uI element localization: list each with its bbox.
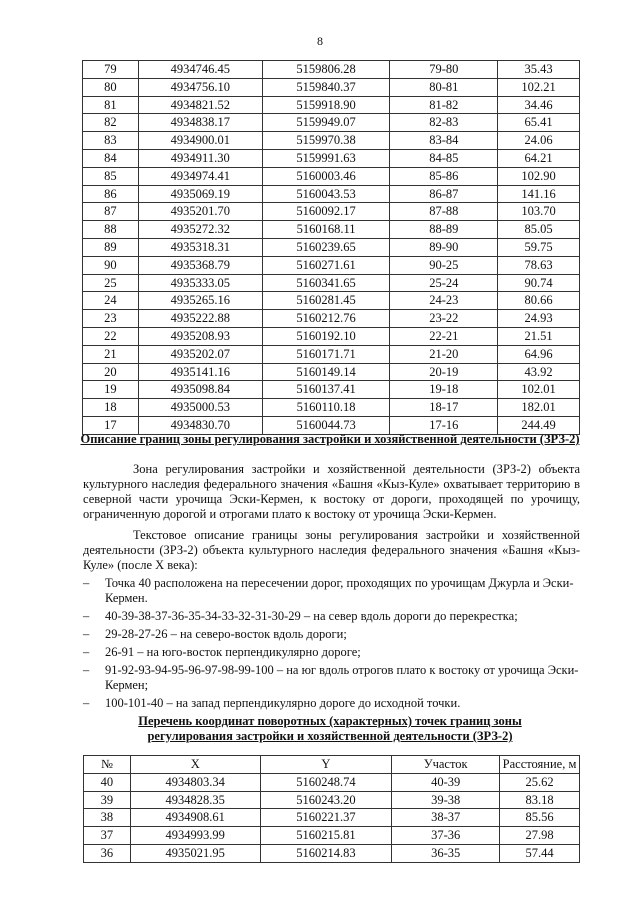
cell-number: 87 <box>83 203 139 221</box>
cell-segment: 17-16 <box>390 416 498 434</box>
cell-y: 5160239.65 <box>262 238 390 256</box>
cell-number: 85 <box>83 167 139 185</box>
cell-y: 5160243.20 <box>260 791 392 809</box>
cell-x: 4935021.95 <box>130 844 260 862</box>
cell-segment: 39-38 <box>392 791 500 809</box>
cell-number: 19 <box>83 381 139 399</box>
cell-x: 4934908.61 <box>130 809 260 827</box>
cell-x: 4934830.70 <box>138 416 262 434</box>
table-header-row <box>84 756 580 774</box>
header-distance: Расстояние, м <box>500 756 580 774</box>
table-row <box>83 114 580 132</box>
cell-number: 22 <box>83 327 139 345</box>
cell-number: 89 <box>83 238 139 256</box>
cell-number: 79 <box>83 61 139 79</box>
cell-y: 5160281.45 <box>262 292 390 310</box>
header-x: X <box>130 756 260 774</box>
cell-number: 81 <box>83 96 139 114</box>
cell-distance: 27.98 <box>500 827 580 845</box>
table-row <box>84 791 580 809</box>
cell-distance: 59.75 <box>498 238 580 256</box>
cell-number: 38 <box>84 809 131 827</box>
cell-x: 4934974.41 <box>138 167 262 185</box>
table-row <box>84 827 580 845</box>
cell-y: 5160044.73 <box>262 416 390 434</box>
table-row <box>83 132 580 150</box>
table-row <box>83 274 580 292</box>
table-row <box>83 221 580 239</box>
list-item: – 100-101-40 – на запад перпендикулярно дороге до исходной точки. <box>83 696 580 711</box>
paragraph-boundary-description <box>83 528 580 573</box>
paragraph-zone-description <box>83 462 580 522</box>
cell-x: 4934911.30 <box>138 149 262 167</box>
cell-x: 4935098.84 <box>138 381 262 399</box>
cell-segment: 22-21 <box>390 327 498 345</box>
cell-x: 4934900.01 <box>138 132 262 150</box>
cell-x: 4935208.93 <box>138 327 262 345</box>
paragraph-text: Текстовое описание границы зоны регулирования застройки и хозяйственной деятельности (ЗРЗ-2) объекта культурного наследия федерального значения «Башня «Кыз-Куле» (после X века): <box>83 528 580 572</box>
cell-distance: 64.21 <box>498 149 580 167</box>
table-row <box>83 292 580 310</box>
cell-number: 39 <box>84 791 131 809</box>
cell-x: 4935222.88 <box>138 310 262 328</box>
section-heading-coordinates-list: Перечень координат поворотных (характерных) точек границ зоны регулирования застройки и хозяйственной деятельности (ЗРЗ-2) <box>138 714 522 743</box>
cell-distance: 43.92 <box>498 363 580 381</box>
cell-number: 24 <box>83 292 139 310</box>
cell-distance: 65.41 <box>498 114 580 132</box>
cell-number: 18 <box>83 399 139 417</box>
cell-y: 5160092.17 <box>262 203 390 221</box>
cell-segment: 20-19 <box>390 363 498 381</box>
table-row <box>83 96 580 114</box>
cell-number: 90 <box>83 256 139 274</box>
cell-x: 4935272.32 <box>138 221 262 239</box>
cell-number: 88 <box>83 221 139 239</box>
table-row <box>84 809 580 827</box>
cell-x: 4934821.52 <box>138 96 262 114</box>
cell-number: 86 <box>83 185 139 203</box>
section-heading-zrz2-description: Описание границ зоны регулирования застройки и хозяйственной деятельности (ЗРЗ-2) <box>80 432 580 446</box>
cell-number: 82 <box>83 114 139 132</box>
table-row <box>83 399 580 417</box>
cell-segment: 36-35 <box>392 844 500 862</box>
table-row <box>83 345 580 363</box>
cell-distance: 244.49 <box>498 416 580 434</box>
cell-number: 83 <box>83 132 139 150</box>
cell-segment: 83-84 <box>390 132 498 150</box>
cell-number: 36 <box>84 844 131 862</box>
cell-segment: 25-24 <box>390 274 498 292</box>
page-number: 8 <box>317 34 323 48</box>
cell-number: 80 <box>83 78 139 96</box>
cell-distance: 141.16 <box>498 185 580 203</box>
table-row <box>83 381 580 399</box>
cell-x: 4935069.19 <box>138 185 262 203</box>
cell-segment: 79-80 <box>390 61 498 79</box>
cell-y: 5159991.63 <box>262 149 390 167</box>
cell-y: 5160271.61 <box>262 256 390 274</box>
list-item: – Точка 40 расположена на пересечении дорог, проходящих по урочищам Джурла и Эски-Кермен. <box>83 576 580 606</box>
cell-x: 4935141.16 <box>138 363 262 381</box>
cell-x: 4934828.35 <box>130 791 260 809</box>
cell-x: 4935265.16 <box>138 292 262 310</box>
cell-distance: 83.18 <box>500 791 580 809</box>
cell-segment: 85-86 <box>390 167 498 185</box>
cell-y: 5159970.38 <box>262 132 390 150</box>
cell-y: 5160214.83 <box>260 844 392 862</box>
cell-distance: 21.51 <box>498 327 580 345</box>
cell-y: 5160171.71 <box>262 345 390 363</box>
cell-distance: 78.63 <box>498 256 580 274</box>
cell-x: 4934838.17 <box>138 114 262 132</box>
header-segment: Участок <box>392 756 500 774</box>
table-row <box>83 149 580 167</box>
cell-y: 5159949.07 <box>262 114 390 132</box>
header-y: Y <box>260 756 392 774</box>
cell-distance: 25.62 <box>500 773 580 791</box>
list-item: – 40-39-38-37-36-35-34-33-32-31-30-29 – на север вдоль дороги до перекрестка; <box>83 609 580 624</box>
cell-distance: 24.93 <box>498 310 580 328</box>
cell-segment: 24-23 <box>390 292 498 310</box>
cell-segment: 21-20 <box>390 345 498 363</box>
cell-x: 4935318.31 <box>138 238 262 256</box>
table-row <box>84 773 580 791</box>
cell-distance: 85.05 <box>498 221 580 239</box>
paragraph-text: Зона регулирования застройки и хозяйственной деятельности (ЗРЗ-2) объекта культурного наследия федерального значения «Башня «Кыз-Куле» охватывает территорию в северной части урочища Эски-Кермен, к востоку от дороги, проходящей по урочищу, ограниченную дорогой и отрогами плато к востоку от урочища Эски-Кермен. <box>83 462 580 521</box>
cell-number: 40 <box>84 773 131 791</box>
cell-segment: 81-82 <box>390 96 498 114</box>
cell-y: 5160192.10 <box>262 327 390 345</box>
cell-distance: 64.96 <box>498 345 580 363</box>
cell-segment: 89-90 <box>390 238 498 256</box>
cell-y: 5160341.65 <box>262 274 390 292</box>
cell-x: 4935201.70 <box>138 203 262 221</box>
table-row <box>83 363 580 381</box>
cell-distance: 57.44 <box>500 844 580 862</box>
cell-number: 21 <box>83 345 139 363</box>
cell-number: 37 <box>84 827 131 845</box>
zrz2-coordinates-table <box>83 755 580 863</box>
list-item: – 26-91 – на юго-восток перпендикулярно дороге; <box>83 645 580 660</box>
cell-number: 23 <box>83 310 139 328</box>
cell-y: 5160003.46 <box>262 167 390 185</box>
cell-distance: 34.46 <box>498 96 580 114</box>
cell-x: 4934746.45 <box>138 61 262 79</box>
cell-distance: 103.70 <box>498 203 580 221</box>
header-number: № <box>84 756 131 774</box>
cell-number: 17 <box>83 416 139 434</box>
cell-distance: 90.74 <box>498 274 580 292</box>
cell-distance: 102.21 <box>498 78 580 96</box>
cell-y: 5160248.74 <box>260 773 392 791</box>
table-row <box>83 185 580 203</box>
table-row <box>83 167 580 185</box>
cell-y: 5160110.18 <box>262 399 390 417</box>
coordinates-table-continued <box>82 60 580 435</box>
table-row <box>83 61 580 79</box>
cell-number: 84 <box>83 149 139 167</box>
list-item: – 29-28-27-26 – на северо-восток вдоль дороги; <box>83 627 580 642</box>
cell-x: 4934803.34 <box>130 773 260 791</box>
list-item: – 91-92-93-94-95-96-97-98-99-100 – на юг вдоль отрогов плато к востоку от урочища Эски-Кермен; <box>83 663 580 693</box>
cell-x: 4935202.07 <box>138 345 262 363</box>
cell-segment: 40-39 <box>392 773 500 791</box>
cell-number: 20 <box>83 363 139 381</box>
cell-y: 5160149.14 <box>262 363 390 381</box>
cell-x: 4935368.79 <box>138 256 262 274</box>
cell-y: 5160043.53 <box>262 185 390 203</box>
cell-segment: 87-88 <box>390 203 498 221</box>
boundary-segments-list <box>83 576 580 714</box>
cell-x: 4934756.10 <box>138 78 262 96</box>
cell-y: 5159840.37 <box>262 78 390 96</box>
cell-segment: 88-89 <box>390 221 498 239</box>
cell-segment: 37-36 <box>392 827 500 845</box>
cell-distance: 102.01 <box>498 381 580 399</box>
cell-number: 25 <box>83 274 139 292</box>
cell-segment: 19-18 <box>390 381 498 399</box>
table-row <box>84 844 580 862</box>
cell-distance: 24.06 <box>498 132 580 150</box>
cell-y: 5160137.41 <box>262 381 390 399</box>
cell-distance: 80.66 <box>498 292 580 310</box>
cell-y: 5159806.28 <box>262 61 390 79</box>
cell-x: 4935333.05 <box>138 274 262 292</box>
cell-distance: 85.56 <box>500 809 580 827</box>
cell-segment: 80-81 <box>390 78 498 96</box>
table-row <box>83 203 580 221</box>
cell-segment: 86-87 <box>390 185 498 203</box>
cell-distance: 102.90 <box>498 167 580 185</box>
table-row <box>83 78 580 96</box>
table-row <box>83 310 580 328</box>
cell-x: 4934993.99 <box>130 827 260 845</box>
cell-y: 5160212.76 <box>262 310 390 328</box>
cell-y: 5160221.37 <box>260 809 392 827</box>
cell-segment: 90-25 <box>390 256 498 274</box>
cell-segment: 38-37 <box>392 809 500 827</box>
cell-segment: 84-85 <box>390 149 498 167</box>
cell-segment: 82-83 <box>390 114 498 132</box>
cell-segment: 23-22 <box>390 310 498 328</box>
cell-y: 5160168.11 <box>262 221 390 239</box>
cell-segment: 18-17 <box>390 399 498 417</box>
table-row <box>83 256 580 274</box>
cell-x: 4935000.53 <box>138 399 262 417</box>
cell-y: 5160215.81 <box>260 827 392 845</box>
cell-distance: 182.01 <box>498 399 580 417</box>
cell-y: 5159918.90 <box>262 96 390 114</box>
table-row <box>83 327 580 345</box>
cell-distance: 35.43 <box>498 61 580 79</box>
table-row <box>83 238 580 256</box>
